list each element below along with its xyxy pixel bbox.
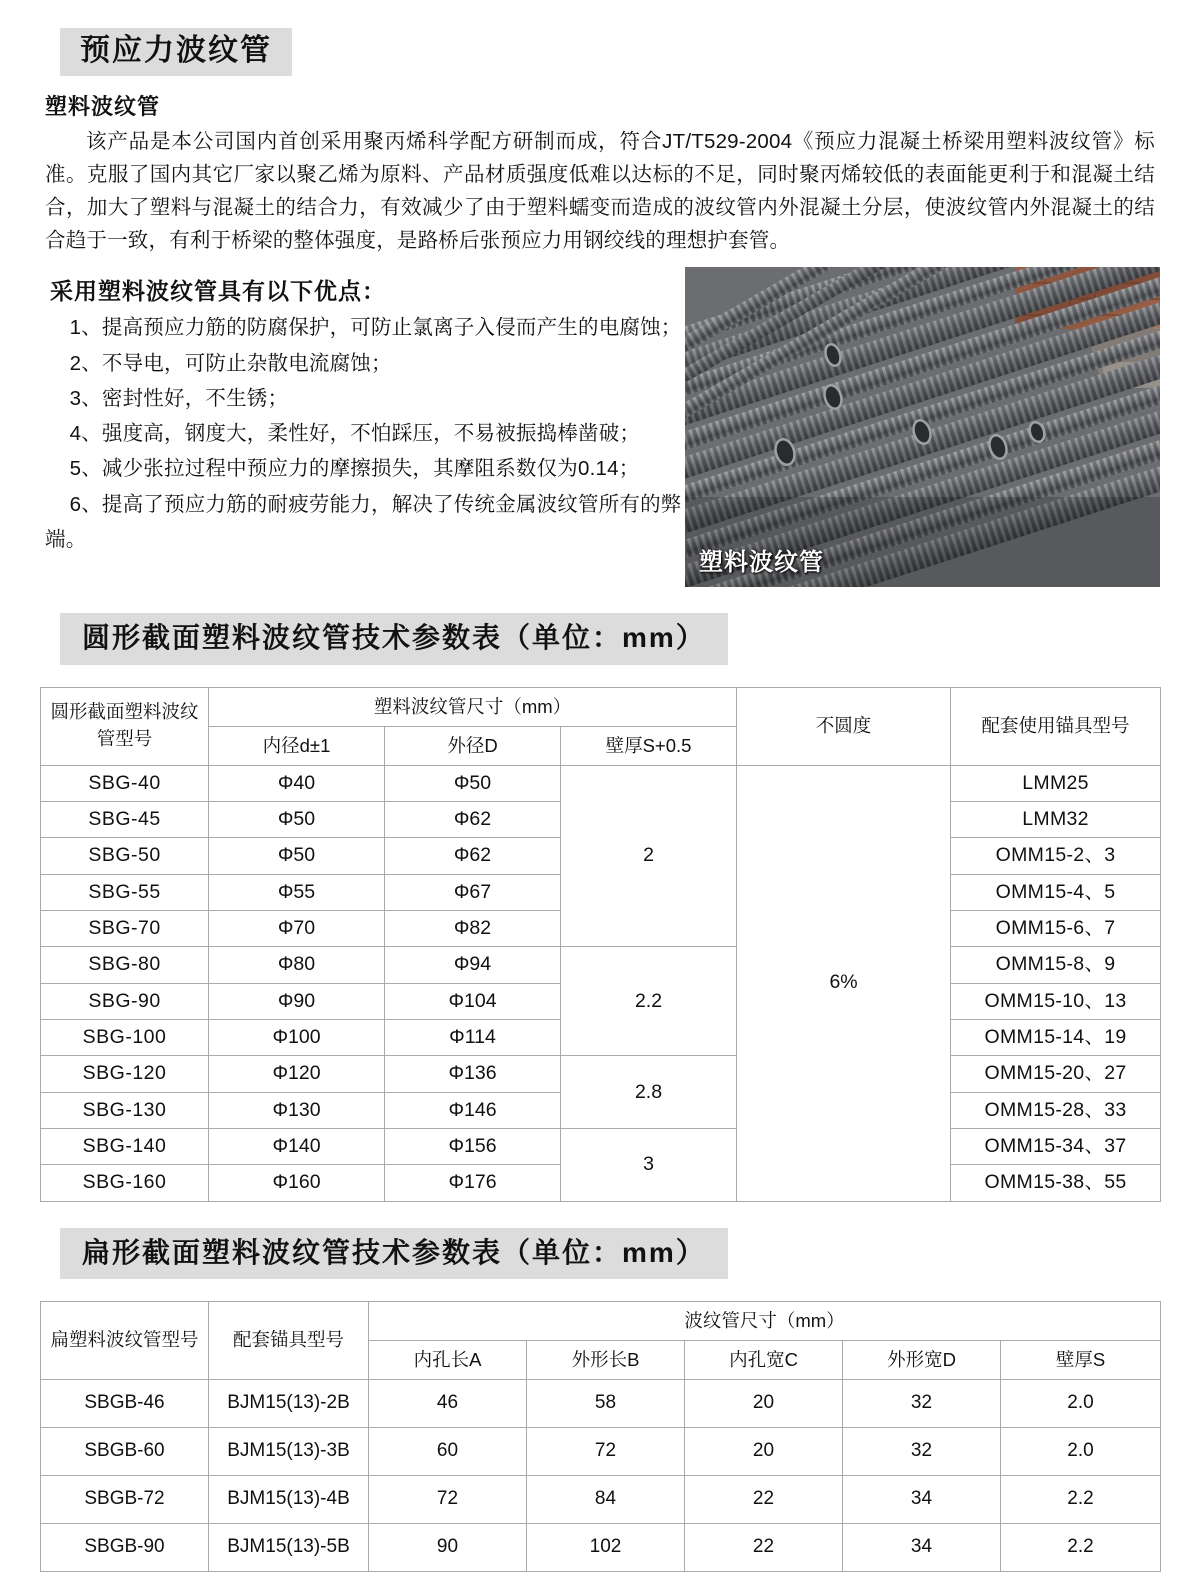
cell-wall-thickness-s: 2.2 [1001,1476,1161,1524]
cell-wall-thickness-s: 2.0 [1001,1428,1161,1476]
table1-col-roundness: 不圆度 [737,687,951,765]
table1-section-heading-wrap [60,613,1160,664]
cell-outer-diameter: Φ94 [385,947,561,983]
cell-inner-diameter: Φ120 [209,1056,385,1092]
cell-inner-diameter: Φ130 [209,1092,385,1128]
corrugated-pipes-illustration [685,267,1160,587]
photo-column [685,257,1160,587]
list-item: 2、不导电，可防止杂散电流腐蚀； [69,351,392,375]
cell-anchor-model: OMM15-20、27 [951,1056,1161,1092]
cell-inner-diameter: Φ160 [209,1165,385,1201]
cell-model: SBG-50 [41,838,209,874]
cell-model: SBG-100 [41,1020,209,1056]
cell-inner-width-c: 20 [685,1380,843,1428]
cell-wall-thickness-s: 2.2 [1001,1524,1161,1572]
table2-section-heading-wrap [60,1228,1160,1279]
cell-wall-thickness: 2.8 [561,1056,737,1129]
cell-outer-width-d: 32 [843,1380,1001,1428]
table1-col-model: 圆形截面塑料波纹管型号 [41,687,209,765]
round-section-spec-table [40,687,1161,1202]
advantages-list [45,310,685,557]
photo-caption: 塑料波纹管 [699,549,824,577]
cell-anchor-model: OMM15-8、9 [951,947,1161,983]
advantages-column [40,257,685,557]
cell-outer-diameter: Φ104 [385,983,561,1019]
cell-outer-width-d: 34 [843,1524,1001,1572]
cell-inner-width-c: 22 [685,1524,843,1572]
cell-model: SBG-80 [41,947,209,983]
table2-header-row-1 [41,1301,1161,1340]
intro-paragraph: 该产品是本公司国内首创采用聚丙烯科学配方研制而成，符合JT/T529-2004《预应力混凝土桥梁用塑料波纹管》标准。克服了国内其它厂家以聚乙烯为原料、产品材质强度低难以达标的不足，同时聚丙烯较低的表面能更利于和混凝土结合，加大了塑料与混凝土的结合力，有效减少了由于塑料蠕变而造成的波纹管内外混凝土分层，使波纹管内外混凝土的结合趋于一致，有利于桥梁的整体强度，是路桥后张预应力用钢绞线的理想护套管。 [45,129,1155,253]
table-row [41,1056,1161,1092]
cell-model: SBG-70 [41,910,209,946]
table1-wrapper [40,687,1160,1202]
table1-section-title: 圆形截面塑料波纹管技术参数表（单位：mm） [60,613,728,664]
cell-model: SBG-40 [41,765,209,801]
cell-outer-diameter: Φ82 [385,910,561,946]
table1-col-outer-diameter: 外径D [385,726,561,765]
cell-outer-diameter: Φ156 [385,1129,561,1165]
table-row [41,1524,1161,1572]
cell-outer-diameter: Φ62 [385,838,561,874]
cell-outer-width-d: 32 [843,1428,1001,1476]
table-row [41,1428,1161,1476]
table1-col-inner-diameter: 内径d±1 [209,726,385,765]
cell-anchor-model: BJM15(13)-3B [209,1428,369,1476]
cell-model: SBGB-90 [41,1524,209,1572]
table2-section-title: 扁形截面塑料波纹管技术参数表（单位：mm） [60,1228,728,1279]
cell-model: SBG-130 [41,1092,209,1128]
cell-outer-diameter: Φ176 [385,1165,561,1201]
cell-anchor-model: BJM15(13)-4B [209,1476,369,1524]
cell-wall-thickness: 3 [561,1129,737,1202]
cell-anchor-model: OMM15-6、7 [951,910,1161,946]
cell-anchor-model: LMM32 [951,801,1161,837]
cell-model: SBGB-46 [41,1380,209,1428]
cell-model: SBGB-72 [41,1476,209,1524]
cell-outer-diameter: Φ136 [385,1056,561,1092]
product-photo [685,267,1160,587]
cell-inner-diameter: Φ90 [209,983,385,1019]
cell-model: SBG-55 [41,874,209,910]
cell-model: SBG-45 [41,801,209,837]
table2-col-outer-length-b: 外形长B [527,1340,685,1379]
table-row [41,1380,1161,1428]
table-row [41,947,1161,983]
cell-inner-diameter: Φ40 [209,765,385,801]
cell-outer-width-d: 34 [843,1476,1001,1524]
table2-col-group-size: 波纹管尺寸（mm） [369,1301,1161,1340]
table2-col-outer-width-d: 外形宽D [843,1340,1001,1379]
cell-anchor-model: OMM15-10、13 [951,983,1161,1019]
page-title: 预应力波纹管 [60,28,292,76]
table2-col-model: 扁塑料波纹管型号 [41,1301,209,1379]
flat-section-spec-table [40,1301,1161,1572]
table2-col-wall-thickness-s: 壁厚S [1001,1340,1161,1379]
cell-wall-thickness: 2.2 [561,947,737,1056]
list-item: 3、密封性好，不生锈； [69,386,289,410]
cell-inner-width-c: 22 [685,1476,843,1524]
cell-model: SBG-160 [41,1165,209,1201]
cell-wall-thickness-s: 2.0 [1001,1380,1161,1428]
cell-anchor-model: OMM15-4、5 [951,874,1161,910]
cell-outer-diameter: Φ114 [385,1020,561,1056]
cell-anchor-model: OMM15-14、19 [951,1020,1161,1056]
list-item: 4、强度高，钢度大，柔性好，不怕踩压，不易被振捣棒凿破； [69,422,641,446]
cell-inner-length-a: 72 [369,1476,527,1524]
cell-anchor-model: OMM15-2、3 [951,838,1161,874]
advantages-and-photo-row [40,257,1160,587]
cell-wall-thickness: 2 [561,765,737,947]
cell-inner-diameter: Φ80 [209,947,385,983]
cell-model: SBG-140 [41,1129,209,1165]
cell-anchor-model: OMM15-28、33 [951,1092,1161,1128]
cell-anchor-model: OMM15-38、55 [951,1165,1161,1201]
table-row [41,1476,1161,1524]
cell-inner-width-c: 20 [685,1428,843,1476]
cell-outer-length-b: 102 [527,1524,685,1572]
cell-inner-diameter: Φ140 [209,1129,385,1165]
cell-inner-length-a: 60 [369,1428,527,1476]
cell-inner-diameter: Φ100 [209,1020,385,1056]
table1-col-anchor: 配套使用锚具型号 [951,687,1161,765]
cell-model: SBG-120 [41,1056,209,1092]
cell-inner-length-a: 46 [369,1380,527,1428]
table2-body [41,1380,1161,1572]
cell-outer-diameter: Φ67 [385,874,561,910]
product-subtitle: 塑料波纹管 [45,93,161,119]
list-item: 5、减少张拉过程中预应力的摩擦损失，其摩阻系数仅为0.14； [69,457,640,481]
cell-inner-diameter: Φ70 [209,910,385,946]
cell-outer-length-b: 58 [527,1380,685,1428]
cell-outer-length-b: 84 [527,1476,685,1524]
table2-col-inner-length-a: 内孔长A [369,1340,527,1379]
table-row [41,765,1161,801]
table-row [41,1129,1161,1165]
list-item: 6、提高了预应力筋的耐疲劳能力，解决了传统金属波纹管所有的弊端。 [45,492,682,551]
cell-model: SBG-90 [41,983,209,1019]
cell-inner-length-a: 90 [369,1524,527,1572]
cell-outer-diameter: Φ62 [385,801,561,837]
cell-anchor-model: BJM15(13)-5B [209,1524,369,1572]
advantages-heading: 采用塑料波纹管具有以下优点： [50,278,386,305]
cell-roundness: 6% [737,765,951,1201]
table2-col-inner-width-c: 内孔宽C [685,1340,843,1379]
cell-inner-diameter: Φ55 [209,874,385,910]
table1-header-row-1 [41,687,1161,726]
cell-anchor-model: LMM25 [951,765,1161,801]
cell-anchor-model: BJM15(13)-2B [209,1380,369,1428]
list-item: 1、提高预应力筋的防腐保护，可防止氯离子入侵而产生的电腐蚀； [69,316,682,340]
table2-wrapper [40,1301,1160,1572]
table1-col-wall-thickness: 壁厚S+0.5 [561,726,737,765]
cell-model: SBGB-60 [41,1428,209,1476]
table2-col-anchor: 配套锚具型号 [209,1301,369,1379]
cell-inner-diameter: Φ50 [209,801,385,837]
table1-body [41,765,1161,1201]
cell-outer-diameter: Φ146 [385,1092,561,1128]
cell-anchor-model: OMM15-34、37 [951,1129,1161,1165]
cell-outer-diameter: Φ50 [385,765,561,801]
table1-col-group-size: 塑料波纹管尺寸（mm） [209,687,737,726]
cell-outer-length-b: 72 [527,1428,685,1476]
cell-inner-diameter: Φ50 [209,838,385,874]
